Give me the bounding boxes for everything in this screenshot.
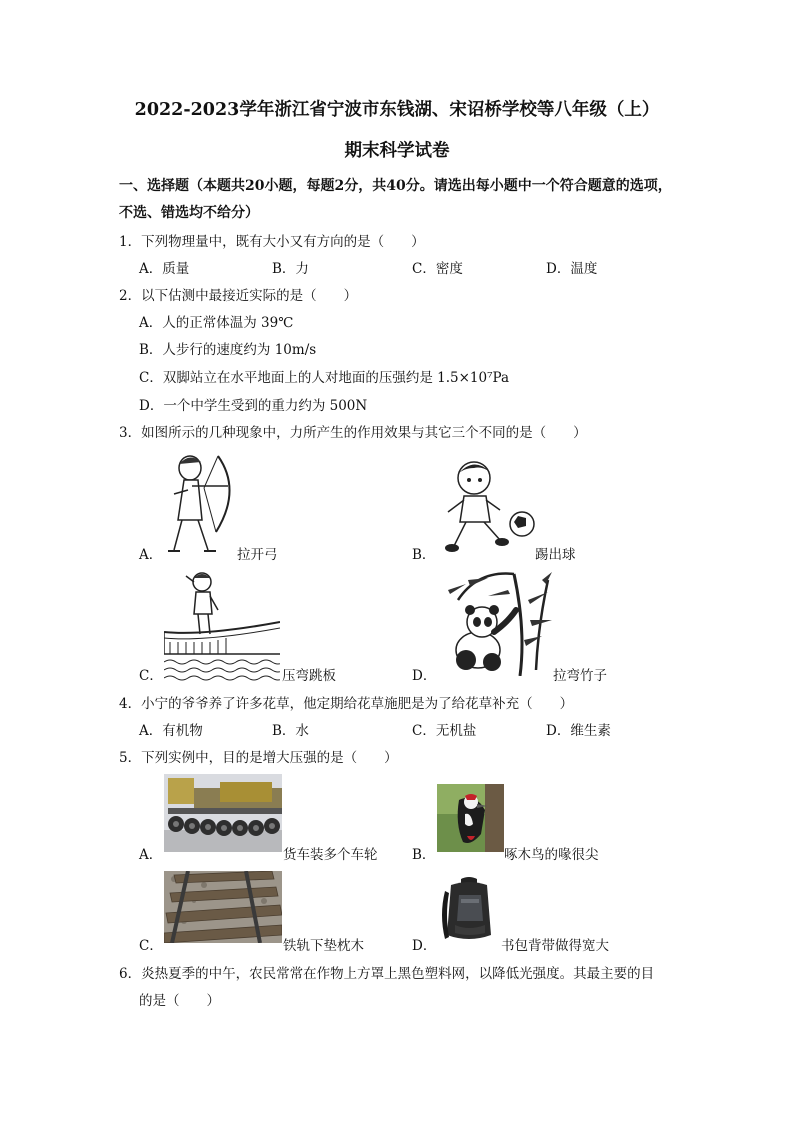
q3-option-b-caption: 踢出球 (535, 547, 576, 563)
q3-option-a-caption: 拉开弓 (237, 547, 278, 563)
q4-option-b: B．水 (272, 723, 309, 739)
question-6-stem-line2: 的是（ ） (139, 993, 220, 1009)
question-5-stem: 5．下列实例中，目的是增大压强的是（ ） (119, 750, 398, 766)
q5-option-b-caption: 啄木鸟的喙很尖 (504, 847, 599, 863)
q3-option-c-caption: 压弯跳板 (282, 668, 336, 684)
q5-option-d-letter: D． (412, 938, 437, 954)
q3-option-d-letter: D． (412, 668, 437, 684)
section-heading-line2: 不选、错选均不给分） (119, 205, 259, 221)
question-2-stem: 2．以下估测中最接近实际的是（ ） (119, 288, 358, 304)
q5-option-c-caption: 铁轨下垫枕木 (283, 938, 364, 954)
q4-option-a: A．有机物 (139, 723, 203, 739)
q5-option-c-letter: C． (139, 938, 163, 954)
q2-option-b: B．人步行的速度约为 10m/s (139, 342, 317, 358)
question-4-stem: 4．小宁的爷爷养了许多花草，他定期给花草施肥是为了给花草补充（ ） (119, 696, 574, 712)
panda-bamboo-figure (438, 570, 554, 676)
q4-option-c: C．无机盐 (412, 723, 477, 739)
truck-photo (164, 774, 282, 852)
q1-option-c: C．密度 (412, 261, 463, 277)
q2-option-c: C．双脚站立在水平地面上的人对地面的压强约是 1.5×10⁷Pa (139, 370, 510, 386)
question-6-stem-line1: 6．炎热夏季的中午，农民常常在作物上方罩上黑色塑料网，以降低光强度。其最主要的目 (119, 966, 655, 982)
q1-option-a: A．质量 (139, 261, 190, 277)
q2-option-d: D．一个中学生受到的重力约为 500N (139, 398, 368, 414)
section-heading-line1: 一、选择题（本题共20小题，每题2分，共40分。请选出每小题中一个符合题意的选项， (119, 178, 672, 194)
q5-option-b-letter: B． (412, 847, 436, 863)
q3-option-b-letter: B． (412, 547, 436, 563)
backpack-photo (437, 875, 501, 945)
q4-option-d: D．维生素 (546, 723, 611, 739)
exam-title-line2: 期末科学试卷 (344, 141, 450, 161)
question-3-stem: 3．如图所示的几种现象中，力所产生的作用效果与其它三个不同的是（ ） (119, 425, 587, 441)
q3-option-d-caption: 拉弯竹子 (553, 668, 607, 684)
q1-option-b: B．力 (272, 261, 309, 277)
exam-title-line1: 2022-2023学年浙江省宁波市东钱湖、宋诏桥学校等八年级（上） (134, 100, 660, 120)
q3-option-a-letter: A． (139, 547, 163, 563)
q5-option-a-caption: 货车装多个车轮 (283, 847, 378, 863)
q5-option-a-letter: A． (139, 847, 163, 863)
diving-board-figure (164, 570, 280, 682)
kicking-boy-figure (438, 456, 538, 556)
question-1-stem: 1．下列物理量中，既有大小又有方向的是（ ） (119, 234, 425, 250)
q1-option-d: D．温度 (546, 261, 598, 277)
railway-track-photo (164, 871, 282, 943)
woodpecker-photo (437, 784, 504, 852)
archer-figure (160, 450, 242, 554)
q5-option-d-caption: 书包背带做得宽大 (501, 938, 609, 954)
q3-option-c-letter: C． (139, 668, 163, 684)
q2-option-a: A．人的正常体温为 39℃ (139, 315, 294, 331)
